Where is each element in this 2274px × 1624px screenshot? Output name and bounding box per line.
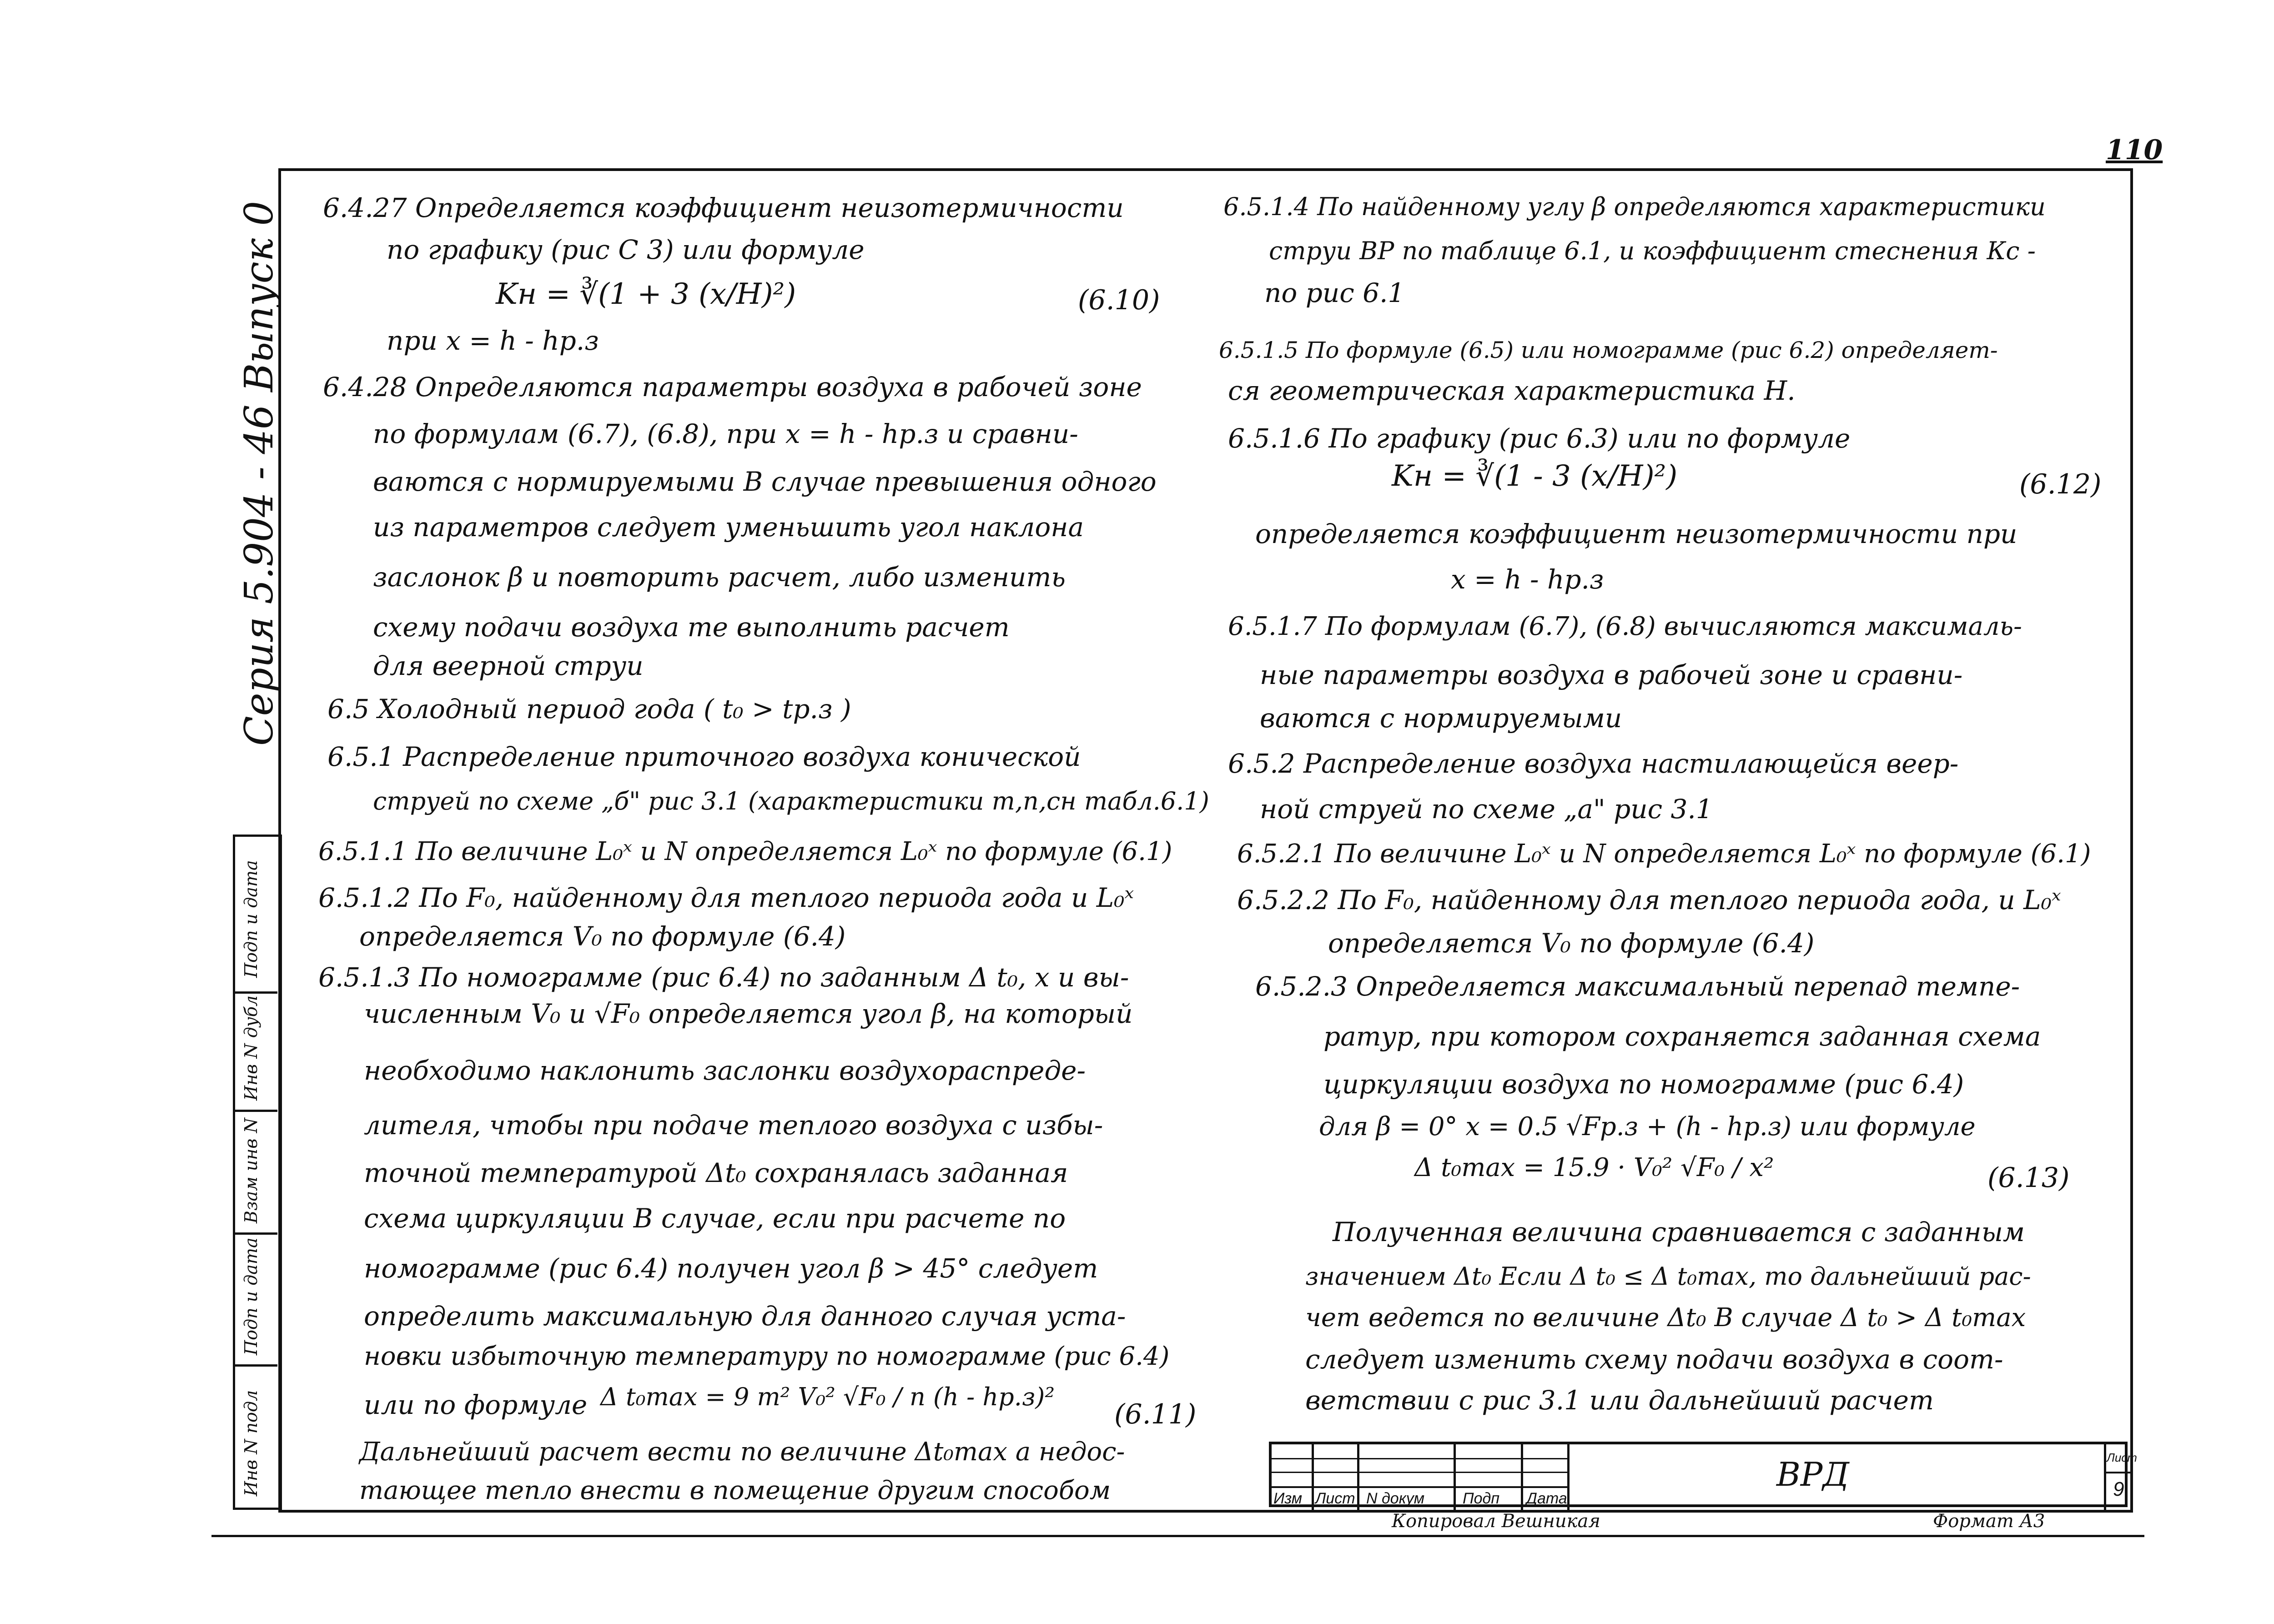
text-line: x = h - hр.з xyxy=(1451,564,1604,595)
stamp-header: Изм xyxy=(1273,1490,1303,1507)
text-line: из параметров следует уменьшить угол наклона xyxy=(373,512,1084,543)
text-line: лителя, чтобы при подаче теплого воздуха с избы- xyxy=(364,1110,1103,1141)
text-line: значением Δt₀ Если Δ t₀ ≤ Δ t₀max, то дальнейший рас- xyxy=(1305,1262,2031,1291)
sheet-label: Лист xyxy=(2107,1451,2137,1464)
text-line: определяется V₀ по формуле (6.4) xyxy=(359,921,846,952)
grid-line xyxy=(1272,1486,1567,1488)
grid-line xyxy=(2104,1472,2131,1473)
series-label: Серия 5.904 - 46 Выпуск 0 xyxy=(236,201,282,746)
formula-6-12: Kн = ∛(1 - 3 (x/H)²) xyxy=(1392,459,1678,493)
text-line: тающее тепло внести в помещение другим способом xyxy=(359,1476,1111,1505)
format-label: Формат А3 xyxy=(1933,1511,2045,1532)
text-line: определить максимальную для данного случая уста- xyxy=(364,1301,1126,1332)
text-line: 6.5.2.3 Определяется максимальный перепад темпе- xyxy=(1255,971,2020,1002)
text-line: по рис 6.1 xyxy=(1264,277,1405,308)
text-line: циркуляции воздуха по номограмме (рис 6.4) xyxy=(1323,1069,1964,1100)
grid-line xyxy=(1312,1444,1314,1510)
text-line: 6.5.1.4 По найденному углу β определяются характеристики xyxy=(1223,192,2046,221)
text-line: заслонок β и повторить расчет, либо изменить xyxy=(373,562,1066,593)
stamp-header: Лист xyxy=(1315,1490,1355,1507)
document-code: ВРД xyxy=(1776,1455,1849,1493)
text-line: необходимо наклонить заслонки воздухораспреде- xyxy=(364,1055,1086,1086)
text-line: 6.5.1.1 По величине L₀ˣ и N определяется L₀ˣ по формуле (6.1) xyxy=(318,837,1172,866)
text-line: 6.5.1 Распределение приточного воздуха конической xyxy=(327,741,1081,772)
title-block xyxy=(1269,1442,2137,1507)
text-line: точной температурой Δt₀ сохранялась заданная xyxy=(364,1157,1068,1188)
grid-line xyxy=(2104,1444,2106,1510)
strip-label: Инв N дубл xyxy=(241,995,261,1101)
text-line: численным V₀ и √F₀ определяется угол β, на который xyxy=(364,998,1133,1029)
text-line: 6.5.1.3 По номограмме (рис 6.4) по заданным Δ t₀, x и вы- xyxy=(318,962,1129,993)
text-line: ной струей по схеме „а" рис 3.1 xyxy=(1260,794,1713,825)
text-line: струей по схеме „б" рис 3.1 (характеристики m,n,cн табл.6.1) xyxy=(373,787,1209,815)
text-line: номограмме (рис 6.4) получен угол β > 45° следует xyxy=(364,1253,1098,1284)
text-line: Полученная величина сравнивается с заданным xyxy=(1333,1217,2025,1247)
strip-divider xyxy=(233,991,277,994)
stamp-header: Дата xyxy=(1526,1490,1567,1507)
text-line: определяется V₀ по формуле (6.4) xyxy=(1328,928,1815,959)
text-line: ваются с нормируемыми В случае превышения одного xyxy=(373,466,1157,497)
formula-6-11: Δ t₀max = 9 m² V₀² √F₀ / n (h - hр.з)² xyxy=(600,1383,1055,1411)
text-line: ся геометрическая характеристика Н. xyxy=(1228,375,1796,406)
section-heading: 6.5 Холодный период года ( t₀ > tр.з ) xyxy=(327,694,851,724)
strip-divider xyxy=(233,1232,277,1235)
text-line: 6.5.2 Распределение воздуха настилающейся веер- xyxy=(1228,748,1959,779)
text-line: ветствии с рис 3.1 или дальнейший расчет xyxy=(1305,1385,1934,1416)
equation-number: (6.13) xyxy=(1987,1162,2070,1194)
grid-line xyxy=(1357,1444,1359,1510)
strip-label: Подп и дата xyxy=(241,1237,261,1355)
text-line: 6.5.1.7 По формулам (6.7), (6.8) вычисляются максималь- xyxy=(1228,612,2022,641)
strip-label: Взам инв N xyxy=(241,1118,261,1223)
text-line: ваются с нормируемыми xyxy=(1260,703,1622,734)
text-line: струи ВР по таблице 6.1, и коэффициент стеснения Кс - xyxy=(1269,236,2036,265)
bottom-rule xyxy=(211,1535,2144,1537)
text-line: или по формуле xyxy=(364,1389,588,1420)
stamp-header: N докум xyxy=(1366,1490,1425,1507)
strip-label: Подп и дата xyxy=(241,860,261,978)
text-line: ные параметры воздуха в рабочей зоне и сравни- xyxy=(1260,659,1963,690)
formula-6-10: Kн = ∛(1 + 3 (x/H)²) xyxy=(496,277,796,311)
grid-line xyxy=(1272,1458,1567,1459)
text-line: определяется коэффициент неизотермичности при xyxy=(1255,518,2017,549)
text-line: новки избыточную температуру по номограмме (рис 6.4) xyxy=(364,1342,1170,1371)
strip-label: Инв N подл xyxy=(241,1390,261,1496)
stamp-header: Подп xyxy=(1463,1490,1500,1507)
text-line: по формулам (6.7), (6.8), при x = h - hр.з и сравни- xyxy=(373,418,1078,449)
text-line: 6.5.1.6 По графику (рис 6.3) или по формуле xyxy=(1228,423,1851,454)
equation-number: (6.11) xyxy=(1114,1398,1197,1430)
grid-line xyxy=(1454,1444,1456,1510)
text-line: при x = h - hр.з xyxy=(387,325,599,356)
sheet-number: 9 xyxy=(2113,1478,2124,1500)
text-line: схему подачи воздуха те выполнить расчет xyxy=(373,612,1010,643)
equation-number: (6.12) xyxy=(2019,468,2102,500)
text-line: 6.5.2.2 По F₀, найденному для теплого периода года, и L₀ˣ xyxy=(1237,885,2061,915)
strip-divider xyxy=(233,1110,277,1112)
text-line: чет ведется по величине Δt₀ В случае Δ t₀ > Δ t₀max xyxy=(1305,1303,2026,1332)
equation-number: (6.10) xyxy=(1078,284,1160,316)
text-line: схема циркуляции В случае, если при расчете по xyxy=(364,1203,1066,1234)
text-line: по графику (рис С 3) или формуле xyxy=(387,234,865,265)
grid-line xyxy=(1567,1444,1570,1510)
formula-6-13: Δ t₀max = 15.9 · V₀² √F₀ / x² xyxy=(1414,1153,1774,1182)
text-line: 6.5.1.5 По формуле (6.5) или номограмме (рис 6.2) определяет- xyxy=(1219,337,1998,363)
grid-line xyxy=(1521,1444,1523,1510)
text-line: ратур, при котором сохраняется заданная схема xyxy=(1323,1021,2041,1052)
text-line: Дальнейший расчет вести по величине Δt₀max а недос- xyxy=(359,1437,1125,1467)
grid-line xyxy=(1272,1472,1567,1473)
text-line: 6.5.2.1 По величине L₀ˣ и N определяется L₀ˣ по формуле (6.1) xyxy=(1237,839,2091,869)
text-line: для веерной струи xyxy=(373,650,644,681)
text-line: 6.5.1.2 По F₀, найденному для теплого периода года и L₀ˣ xyxy=(318,882,1134,913)
text-line: 6.4.28 Определяются параметры воздуха в рабочей зоне xyxy=(323,372,1142,402)
page-number: 110 xyxy=(2106,134,2163,166)
text-line: 6.4.27 Определяется коэффициент неизотермичности xyxy=(323,192,1124,223)
copied-by: Копировал Вешникая xyxy=(1392,1511,1600,1532)
text-line: следует изменить схему подачи воздуха в соот- xyxy=(1305,1344,2003,1375)
text-line: для β = 0° x = 0.5 √Fр.з + (h - hр.з) или формуле xyxy=(1319,1112,1976,1141)
strip-divider xyxy=(233,1364,277,1367)
